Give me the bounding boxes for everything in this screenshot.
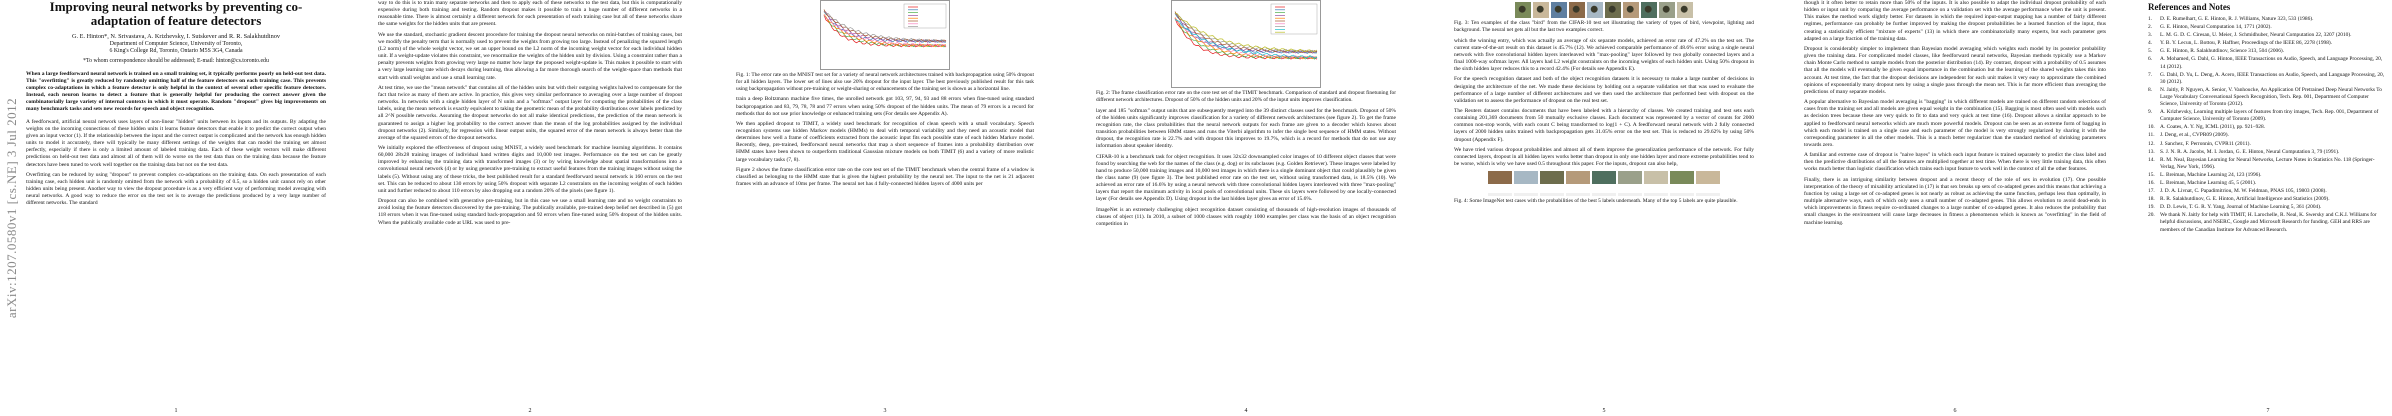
page-4 bbox=[1096, 0, 1396, 416]
abstract: When a large feedforward neural network is trained on a small training set, it typically performs poorly on held-out test data. This "overfitting" is greatly reduced by randomly omitting half of the feature detectors on each training case. This prevents complex co-adaptations in which a feature detector is only helpful in the context of several other specific feature detectors. Instead, each neuron learns to detect a feature that is generally helpful for producing the correct answer given the combinatorially large variety of internal contexts in which it must operate. Random "dropout" gives big improvements on many benchmark tasks and sets new records for speech and object recognition. bbox=[26, 70, 326, 112]
reference-number: 2. bbox=[2148, 24, 2153, 31]
reference-text: J. Deng, et al., CVPR09 (2009). bbox=[2160, 132, 2229, 139]
reference-number: 11. bbox=[2148, 132, 2155, 139]
reference-number: 16. bbox=[2148, 179, 2155, 186]
reference-item bbox=[2148, 72, 2388, 86]
page-3 bbox=[736, 0, 1034, 416]
reference-text: We thank N. Jaitly for help with TIMIT, H. Larochelle, R. Neal, K. Swersky and C.K.I. Williams for helpful discussions, and NSERC, Google and Microsoft Research for funding. GEH and RRS are members of the Canadian Institute for Advanced Research. bbox=[2160, 212, 2377, 233]
correspondence-email: *To whom correspondence should be addressed; E-mail: hinton@cs.toronto.edu bbox=[83, 57, 269, 64]
body-paragraph: layer and 185 "softmax" output units that are subsequently merged into the 39 distinct classes used for the benchmark. Dropout of 50% of the hidden units significantly improves classification for a variety of different network architectures (see figure 2). To get the frame recognition rate, the class probabilities that the neural network outputs for each frame are given to a decoder which knows about transition probabilities between HMM states and runs the Viterbi algorithm to infer the single best sequence of HMM states. Without dropout, the recognition rate is 22.7% and with dropout this improves to 19.7%, which is a record for methods that do not use any information about speaker identity. bbox=[1096, 107, 1396, 150]
body-paragraph: Figure 2 shows the frame classification error rate on the core test set of the TIMIT benchmark when the central frame of a window is classified as belonging to the HMM state that is given the highest probability by the neural net. The input to the net is 21 adjacent frames with an advance of 10ms per frame. The neural net has 4 fully-connected hidden layers of 4000 units per bbox=[736, 166, 1034, 188]
body-paragraph: way to do this is to train many separate networks and then to apply each of these networks to the test data, but this is computationally expensive during both training and testing. Random dropout makes it possible to train a huge number of different networks in a reasonable time. There is almost certainly a different network for each presentation of each training case but all of these networks share the same weights for the hidden units that are present. bbox=[378, 0, 682, 28]
reference-number: 13. bbox=[2148, 148, 2155, 155]
body-paragraph: For the speech recognition dataset and both of the object recognition datasets it is necessary to make a large number of decisions in designing the architecture of the net. We made these decisions by holding out a separate validation set that was used to evaluate the performance of a large number of different architectures and we then used the architecture that performed best with dropout on the validation set to assess the performance of dropout on the real test set. bbox=[1454, 76, 1754, 104]
reference-item bbox=[2148, 196, 2388, 203]
body-paragraph: A familiar and extreme case of dropout is "naive bayes" in which each input feature is trained separately to predict the class label and then the predictive distributions of all the features are multiplied together at test time. When there is very little training data, this often works much better than logistic classification which trains each input feature to work well in the context of all the other features. bbox=[1804, 152, 2106, 173]
reference-number: 10. bbox=[2148, 124, 2155, 131]
figure-4-imagenet-examples bbox=[1454, 171, 1754, 196]
body-paragraph: ImageNet is an extremely challenging object recognition dataset consisting of thousands of high-resolution images of thousands of classes of object (11). In 2010, a subset of 1000 classes with roughly 1000 examples per class was the basis of an object recognition competition in bbox=[1096, 206, 1396, 227]
imagenet-example-image bbox=[1618, 171, 1642, 196]
page-number: 6 bbox=[1953, 408, 1957, 414]
reference-list bbox=[2148, 16, 2388, 234]
reference-item bbox=[2148, 157, 2388, 171]
reference-number: 5. bbox=[2148, 48, 2153, 55]
body-paragraph: We have tried various dropout probabilities and almost all of them improve the generalization performance of the network. For fully connected layers, dropout in all hidden layers works better than dropout in only one hidden layer and more extreme probabilities tend to be worse, which is why we have used 0.5 throughout this paper. For the inputs, dropout can also help, bbox=[1454, 146, 1754, 168]
figure-1-plot bbox=[820, 0, 950, 70]
imagenet-example-image bbox=[1696, 171, 1720, 196]
reference-text: A. Krizhevsky, Learning multiple layers of features from tiny images, Tech. Rep. 001, Department of Computer Science, University of Toronto (2009). bbox=[2160, 109, 2379, 123]
reference-number: 7. bbox=[2148, 71, 2153, 78]
page-number: 1 bbox=[174, 408, 178, 414]
reference-item bbox=[2148, 32, 2388, 39]
reference-text: R. M. Neal, Bayesian Learning for Neural Networks, Lecture Notes in Statistics No. 118 (Springer-Verlag, New York, 1996). bbox=[2160, 156, 2375, 170]
reference-text: G. Dahl, D. Yu, L. Deng, A. Acero, IEEE Transactions on Audio, Speech, and Language Processing, 20, 30 (2012). bbox=[2160, 71, 2385, 85]
bird-image bbox=[1605, 2, 1621, 18]
body-paragraph: CIFAR-10 is a benchmark task for object recognition. It uses 32x32 downsampled color images of 10 different object classes that were found by searching the web for the names of the class (e.g. dog) or its subclasses (e.g. Golden Retriever). These images were labeled by hand to produce 50,000 training images and 10,000 test images in which there is a single dominant object that could plausibly be given the class name (9) (see figure 3). The best published error rate on the test set, without using transformed data, is 18.5% (10). We achieved an error rate of 16.6% by using a neural network with three convolutional hidden layers interleaved with three "max-pooling" layers that report the maximum activity in local pools of convolutional units. These six layers were followed by one locally-connected layer (For details see Appendix D). Using dropout in the last hidden layer gives an error of 15.6%. bbox=[1096, 153, 1396, 203]
reference-number: 1. bbox=[2148, 16, 2153, 22]
page-6 bbox=[1804, 0, 2106, 416]
reference-number: 14. bbox=[2148, 156, 2155, 163]
reference-text: Y. B. Y. Lecun, L. Bottou, P. Haffner, Proceedings of the IEEE 86, 2278 (1998). bbox=[2160, 40, 2333, 47]
reference-text: J. Sanchez, F. Perronnin, CVPR11 (2011). bbox=[2160, 140, 2251, 147]
reference-number: 6. bbox=[2148, 56, 2153, 63]
imagenet-example-image bbox=[1592, 171, 1616, 196]
reference-number: 3. bbox=[2148, 32, 2153, 39]
bird-image bbox=[1659, 2, 1675, 18]
figure-3-caption: Fig. 3: Ten examples of the class "bird" from the CIFAR-10 test set illustrating the variety of types of bird, viewpoint, lighting and background. The neural net gets all but the last two examples correct. bbox=[1454, 20, 1754, 33]
reference-item bbox=[2148, 56, 2388, 70]
figure-3-bird-images bbox=[1454, 2, 1754, 18]
reference-item bbox=[2148, 188, 2388, 195]
figure-2-plot bbox=[1171, 0, 1321, 88]
body-paragraph: train a deep Boltzmann machine five times, the unrolled network got 103, 97, 94, 93 and 88 errors when fine-tuned using standard backpropagation and 83, 79, 78, 78 and 77 errors when using 50% dropout of the hidden units. The mean of 79 errors is a record for methods that do not use prior knowledge or enhanced training sets (For details see Appendix A). bbox=[736, 96, 1034, 117]
figure-4-caption: Fig. 4: Some ImageNet test cases with the probabilities of the best 5 labels underneath. Many of the top 5 labels are quite plausible. bbox=[1454, 198, 1738, 205]
reference-number: 18. bbox=[2148, 196, 2155, 203]
reference-item bbox=[2148, 24, 2388, 31]
reference-text: L. Breiman, Machine Learning 24, 123 (1996). bbox=[2160, 171, 2262, 178]
reference-number: 20. bbox=[2148, 212, 2155, 219]
body-paragraph: Dropout is considerably simpler to implement than Bayesian model averaging which weights each model by its posterior probability given the training data. For complicated model classes, like feedforward neural networks, Bayesian methods typically use a Markov chain Monte Carlo method to sample models from the posterior distribution (14). By contrast, dropout with a probability of 0.5 assumes that all the models will eventually be given equal importance in the combination but the learning of the shared weights takes this into account. At test time, the fact that the dropout decisions are independent for each unit makes it very easy to approximate the combined opinions of exponentially many dropout nets by using a single pass through the mean net. This is far more efficient than averaging the predictions of many separate models. bbox=[1804, 45, 2106, 95]
body-paragraph: We then applied dropout to TIMIT, a widely used benchmark for recognition of clean speech with a small vocabulary. Speech recognition systems use hidden Markov models (HMMs) to deal with temporal variability and they need an acoustic model that determines how well a frame of coefficients extracted from the acoustic input fits each possible state of each hidden Markov model. Recently, deep, pre-trained, feedforward neural networks that map a short sequence of frames into a probability distribution over HMM states have been shown to outperform traditional Gaussian mixture models on both TIMIT (6) and a variety of more realistic large vocabulary tasks (7, 8). bbox=[736, 120, 1034, 163]
body-paragraph: At test time, we use the "mean network" that contains all of the hidden units but with their outgoing weights halved to compensate for the fact that twice as many of them are active. In practice, this gives very similar performance to averaging over a large number of dropout networks. In networks with a single hidden layer of N units and a "softmax" output layer for computing the probabilities of the class labels, using the mean network is exactly equivalent to taking the geometric mean of the probability distributions over labels predicted by all 2^N possible networks. Assuming the dropout networks do not all make identical predictions, the prediction of the mean network is guaranteed to assign a higher log probability to the correct answer than the mean of the log probabilities assigned by the individual dropout networks (2). Similarly, for regression with linear output units, the squared error of the mean network is always better than the average of the squared errors of the dropout networks. bbox=[378, 84, 682, 141]
reference-number: 15. bbox=[2148, 171, 2155, 178]
body-paragraph: A feedforward, artificial neural network uses layers of non-linear "hidden" units between its inputs and its outputs. By adapting the weights on the incoming connections of these hidden units it learns feature detectors that enable it to predict the correct output when given an input vector (1). If the relationship between the input and the correct output is complicated and the network has enough hidden units to model it accurately, there will typically be many different settings of the weights that can model the training set almost perfectly, especially if there is only a limited amount of labeled training data. Each of these weight vectors will make different predictions on held-out test data and almost all of them will do worse on the test data than on the training data because the feature detectors have been tuned to work well together on the training data but not on the test data. bbox=[26, 118, 326, 168]
imagenet-example-image bbox=[1670, 171, 1694, 196]
body-paragraph: We use the standard, stochastic gradient descent procedure for training the dropout neural networks on mini-batches of training cases, but we modify the penalty term that is normally used to prevent the weights from growing too large. Instead of penalizing the squared length (L2 norm) of the whole weight vector, we set an upper bound on the L2 norm of the incoming weight vector for each individual hidden unit. If a weight-update violates this constraint, we renormalize the weights of the hidden unit by division. Using a constraint rather than a penalty prevents weights from growing very large no matter how large the proposed weight-update is. This makes it possible to start with a very large learning rate which decays during learning, thus allowing a far more thorough search of the weight-space than methods that start with small weights and use a small learning rate. bbox=[378, 31, 682, 81]
page-7 bbox=[2148, 0, 2388, 416]
reference-number: 4. bbox=[2148, 40, 2153, 47]
reference-item bbox=[2148, 180, 2388, 187]
body-paragraph: The Reuters dataset contains documents that have been labeled with a hierarchy of classes. We created training and test sets each containing 201,369 documents from 50 mutually exclusive classes. Each document was represented by a vector of counts for 2000 common non-stop words, with each count C being transformed to log(1 + C). A feedforward neural network with 2 fully connected layers of 2000 hidden units trained with backpropagation gets 31.05% error on the test set. This is reduced to 29.62% by using 50% dropout (Appendix F). bbox=[1454, 108, 1754, 143]
affiliation-address: 6 King's College Rd, Toronto, Ontario M5S 3G4, Canada bbox=[109, 47, 243, 54]
arxiv-stamp: arXiv:1207.0580v1 [cs.NE] 3 Jul 2012 bbox=[4, 97, 19, 319]
references-heading: References and Notes bbox=[2148, 2, 2231, 12]
body-paragraph: Dropout can also be combined with generative pre-training, but in this case we use a small learning rate and no weight constraints to avoid losing the feature detectors discovered by the pre-training. The publically available, pre-trained deep belief net described in (5) got 118 errors when it was fine-tuned using standard back-propagation and 92 errors when fine-tuned using 50% dropout of the hidden units. When the publically available code at URL was used to pre- bbox=[378, 198, 682, 226]
reference-number: 9. bbox=[2148, 109, 2153, 116]
reference-text: L. M. G. D. C. Ciresan, U. Meier, J. Schmidhuber, Neural Computation 22, 3207 (2010). bbox=[2160, 32, 2352, 39]
paper-title: Improving neural networks by preventing co-adaptation of feature detectors bbox=[49, 0, 303, 28]
bird-image bbox=[1551, 2, 1567, 18]
reference-text: S. J. N. R. A. Jacobs, M. I. Jordan, G. E. Hinton, Neural Computation 3, 79 (1991). bbox=[2160, 148, 2340, 155]
reference-number: 8. bbox=[2148, 86, 2153, 93]
page-number: 4 bbox=[1244, 408, 1248, 414]
reference-text: G. E. Hinton, R. Salakhutdinov, Science 313, 504 (2006). bbox=[2160, 48, 2285, 55]
reference-item bbox=[2148, 109, 2388, 123]
page-1 bbox=[26, 0, 326, 416]
page-2 bbox=[378, 0, 682, 416]
page-number: 3 bbox=[883, 408, 887, 414]
body-paragraph: A popular alternative to Bayesian model averaging is "bagging" in which different models are trained on different random selections of cases from the training set and all models are given equal weight in the combination (15). Bagging is most often used with models such as decision trees because these are very quick to fit to data and very quick at test time (16). Dropout allows a similar approach to be applied to feedforward neural networks which are much more powerful models. Dropout can be seen as an extreme form of bagging in which each model is trained on a single case and each parameter of the model is very strongly regularized by sharing it with the corresponding parameter in all the other models. This is a much better regularizer than the standard method of shrinking parameters towards zero. bbox=[1804, 99, 2106, 148]
reference-item bbox=[2148, 40, 2388, 47]
page-number: 2 bbox=[528, 408, 532, 414]
reference-number: 19. bbox=[2148, 204, 2155, 211]
reference-text: A. Coates, A. Y. Ng, ICML (2011), pp. 921–928. bbox=[2160, 124, 2266, 131]
reference-item bbox=[2148, 172, 2388, 179]
reference-number: 12. bbox=[2148, 140, 2155, 147]
reference-item bbox=[2148, 124, 2388, 131]
reference-item bbox=[2148, 149, 2388, 156]
page-number: 5 bbox=[1602, 408, 1606, 414]
imagenet-example-image bbox=[1566, 171, 1590, 196]
bird-image bbox=[1533, 2, 1549, 18]
body-paragraph: though it it often better to retain more than 50% of the inputs. It is also possible to adapt the individual dropout probability of each hidden or input unit by comparing the average performance on a validation set with the average performance when the unit is present. This makes the method work slightly better. For datasets in which the required input-output mapping has a number of fairly different regimes, performance can probably be further improved by making the dropout probabilities be a learned function of the input, thus creating a statistically efficient "mixture of experts" (13) in which there are combinatorially many experts, but each parameter gets adapted on a large fraction of the training data. bbox=[1804, 0, 2106, 42]
imagenet-example-image bbox=[1488, 171, 1512, 196]
page-number: 7 bbox=[2266, 408, 2270, 414]
body-paragraph: Finally, there is an intriguing similarity between dropout and a recent theory of the role of sex in evolution (17). One possible interpretation of the theory of mixability articulated in (17) is that sex breaks up sets of co-adapted genes and this means that achieving a function by using a large set of co-adapted genes is not nearly as robust as achieving the same function, perhaps less than optimally, in multiple alternative ways, each of which only uses a small number of co-adapted genes. This allows evolution to avoid dead-ends in which improvements in fitness require co-ordinated changes to a large number of co-adapted genes. It also reduces the probability that small changes in the environment will cause large decreases in fitness a phenomenon which is known as "overfitting" in the field of machine learning. bbox=[1804, 176, 2106, 226]
reference-text: L. Breiman, Machine Learning 45, 5 (2001). bbox=[2160, 179, 2257, 186]
imagenet-example-image bbox=[1644, 171, 1668, 196]
reference-text: G. E. Hinton, Neural Computation 14, 1771 (2002). bbox=[2160, 24, 2272, 31]
reference-item bbox=[2148, 16, 2388, 23]
bird-image bbox=[1515, 2, 1531, 18]
bird-image bbox=[1623, 2, 1639, 18]
body-paragraph: which the winning entry, which was actually an average of six separate models, achieved an error rate of 47.2% on the test set. The current state-of-the-art result on this dataset is 45.7% (12). We achieved comparable performance of 48.6% error using a single neural network with five convolutional hidden layers interleaved with "max-pooling" layer followed by two globally connected layers and a final 1000-way softmax layer. All layers had L2 weight constraints on the incoming weights of each hidden unit. Using 50% dropout in the sixth hidden layer reduces this to a record 42.4% (For details see Appendix E). bbox=[1454, 37, 1754, 73]
figure-2-caption: Fig. 2: The frame classification error rate on the core test set of the TIMIT benchmark. Comparison of standard and dropout finetuning for different network architectures. Dropout of 50% of the hidden units and 20% of the input units improves classification. bbox=[1096, 90, 1396, 103]
imagenet-example-image bbox=[1514, 171, 1538, 196]
imagenet-example-image bbox=[1540, 171, 1564, 196]
reference-item bbox=[2148, 204, 2388, 211]
reference-item bbox=[2148, 48, 2388, 55]
reference-text: J. D. A. Livnat, C. Papadimitriou, M. W. Feldman, PNAS 105, 19803 (2008). bbox=[2160, 188, 2327, 195]
figure-1-caption: Fig. 1: The error rate on the MNIST test set for a variety of neural network architectures trained with backpropagation using 50% dropout for all hidden layers. The lower set of lines also use 20% dropout for the input layer. The best previously published result for this task using backpropagation without pre-training or weight-sharing or enhancements of the training set is shown as a horizontal line. bbox=[736, 72, 1034, 92]
body-paragraph: Overfitting can be reduced by using "dropout" to prevent complex co-adaptations on the training data. On each presentation of each training case, each hidden unit is randomly omitted from the network with a probability of 0.5, so a hidden unit cannot rely on other hidden units being present. Another way to view the dropout procedure is as a very efficient way of performing model averaging with neural networks. A good way to reduce the error on the test set is to average the predictions produced by a very large number of different networks. The standard bbox=[26, 171, 326, 207]
reference-item bbox=[2148, 132, 2388, 139]
reference-text: D. E. Rumelhart, G. E. Hinton, R. J. Williams, Nature 323, 533 (1986). bbox=[2160, 16, 2314, 22]
page-5 bbox=[1454, 0, 1754, 416]
reference-item bbox=[2148, 87, 2388, 108]
reference-text: A. Mohamed, G. Dahl, G. Hinton, IEEE Transactions on Audio, Speech, and Language Processing, 20, 14 (2012). bbox=[2160, 56, 2383, 70]
reference-number: 17. bbox=[2148, 188, 2155, 195]
reference-item bbox=[2148, 212, 2388, 233]
reference-text: R. R. Salakhutdinov, G. E. Hinton, Artificial Intelligence and Statistics (2009). bbox=[2160, 196, 2330, 203]
author-list: G. E. Hinton*, N. Srivastava, A. Krizhevsky, I. Sutskever and R. R. Salakhutdinov bbox=[71, 33, 281, 40]
body-paragraph: We initially explored the effectiveness of dropout using MNIST, a widely used benchmark for machine learning algorithms. It contains 60,000 28x28 training images of individual hand written digits and 10,000 test images. Performance on the test set can be greatly improved by enhancing the training data with transformed images (3) or by wiring knowledge about spatial transformations into a convolutional neural network (4) or by using generative pre-training to extract useful features from the training images without using the labels (5). Without using any of these tricks, the best published result for a standard feedforward neural network is 160 errors on the test set. This can be reduced to about 130 errors by using 50% dropout with separate L2 constraints on the incoming weights of each hidden unit and further reduced to about 110 errors by also dropping out a random 20% of the pixels (see figure 1). bbox=[378, 144, 682, 194]
reference-text: D. D. Lewis, T. G. R. Y. Yang, Journal of Machine Learning 5, 361 (2004). bbox=[2160, 204, 2322, 211]
bird-image bbox=[1587, 2, 1603, 18]
reference-item bbox=[2148, 141, 2388, 148]
bird-image bbox=[1641, 2, 1657, 18]
bird-image bbox=[1569, 2, 1585, 18]
bird-image bbox=[1677, 2, 1693, 18]
affiliation: Department of Computer Science, University of Toronto, bbox=[109, 40, 243, 47]
reference-text: N. Jaitly, P. Nguyen, A. Senior, V. Vanhoucke, An Application Of Pretrained Deep Neural Networks To Large Vocabulary Conversational Speech Recognition, Tech. Rep. 001, Department of Computer Science, University of Toronto (2012). bbox=[2160, 86, 2382, 108]
